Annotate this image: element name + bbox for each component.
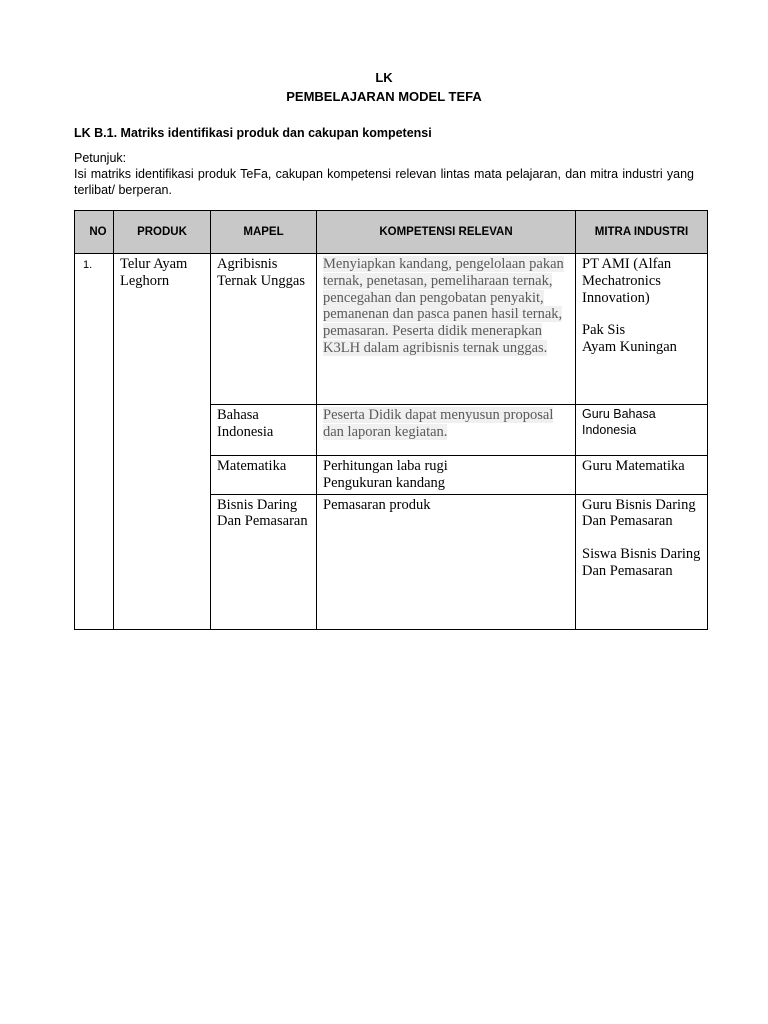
table-header-row [75, 211, 708, 254]
cell-mitra: Guru Bahasa Indonesia [576, 405, 708, 456]
document-title: LK [375, 70, 393, 85]
mitra-line: Guru Bisnis Daring Dan Pemasaran [582, 496, 696, 530]
mitra-line: Pak Sis [582, 322, 626, 339]
section-heading: LK B.1. Matriks identifikasi produk dan cakupan kompetensi [74, 126, 432, 140]
cell-kompetensi [317, 405, 576, 456]
instructions [74, 150, 694, 198]
cell-mapel: Bahasa Indonesia [211, 405, 317, 456]
mitra-line: Ayam Kuningan [582, 339, 677, 356]
kompetensi-line: Perhitungan laba rugi [323, 458, 448, 474]
table-row [75, 254, 708, 405]
cell-kompetensi: Pemasaran produk [317, 494, 576, 629]
cell-mapel: Agribisnis Ternak Unggas [211, 254, 317, 405]
header-mapel: MAPEL [211, 211, 317, 254]
kompetensi-line: Pengukuran kandang [323, 474, 446, 491]
cell-mapel: Matematika [211, 456, 317, 495]
header-no: NO [75, 211, 114, 254]
cell-produk: Telur Ayam Leghorn [114, 254, 211, 630]
competency-matrix-table [74, 210, 708, 630]
cell-mitra: Guru Matematika [576, 456, 708, 495]
mitra-line: Siswa Bisnis Daring Dan Pemasaran [582, 546, 701, 579]
header-produk: PRODUK [114, 211, 211, 254]
cell-kompetensi [317, 254, 576, 405]
cell-no: 1. [75, 254, 114, 630]
cell-mitra [576, 254, 708, 405]
cell-kompetensi [317, 456, 576, 495]
header-mitra: MITRA INDUSTRI [576, 211, 708, 254]
document-subtitle: PEMBELAJARAN MODEL TEFA [286, 89, 482, 104]
kompetensi-text: Menyiapkan kandang, pengelolaan pakan ternak, penetasan, pemeliharaan ternak, pencegahan dan pengobatan penyakit, pemanenan dan pasca panen hasil ternak, pemasaran. Peserta didik menerapkan K3LH dalam agribisnis ternak unggas. [323, 256, 564, 356]
mitra-line: PT AMI (Alfan Mechatronics Innovation) [582, 256, 672, 306]
cell-mapel: Bisnis Daring Dan Pemasaran [211, 494, 317, 629]
instructions-label: Petunjuk: [74, 151, 127, 165]
instructions-text: Isi matriks identifikasi produk TeFa, cakupan kompetensi relevan lintas mata pelajaran, dan mitra industri yang terlibat/ berperan. [74, 167, 694, 197]
header-kompetensi: KOMPETENSI RELEVAN [317, 211, 576, 254]
cell-mitra [576, 494, 708, 629]
kompetensi-text: Peserta Didik dapat menyusun proposal dan laporan kegiatan. [323, 407, 554, 440]
